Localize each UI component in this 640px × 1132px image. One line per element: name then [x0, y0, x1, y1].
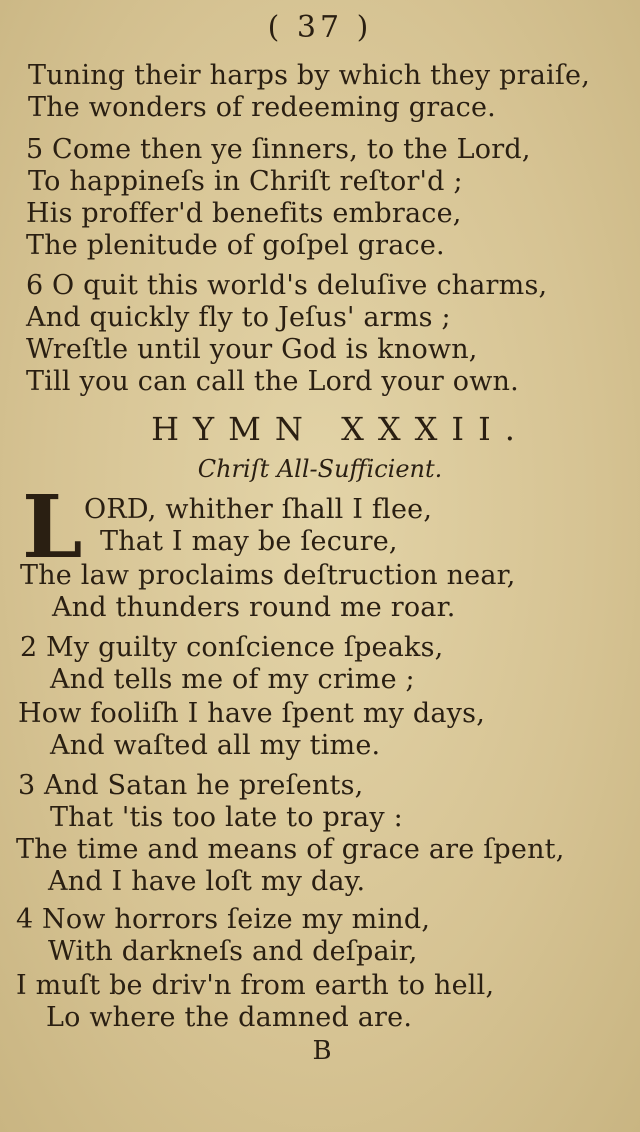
verse-line: Till you can call the Lord your own. [26, 366, 519, 397]
verse-line: And waſted all my time. [50, 730, 381, 761]
verse-line: The law proclaims deſtruction near, [20, 560, 516, 591]
verse-line: With darkneſs and deſpair, [48, 936, 418, 967]
verse-line: Tuning their harps by which they praiſe, [28, 60, 591, 91]
signature-mark: B [312, 1036, 332, 1066]
verse-line: That 'tis too late to pray : [50, 802, 403, 833]
hymn-subtitle: Chriſt All-Sufficient. [197, 455, 443, 483]
verse-line: Wreſtle until your God is known, [26, 334, 478, 365]
verse-line: Now horrors ſeize my mind, [42, 904, 431, 935]
verse-line: ORD, whither ſhall I flee, [84, 494, 433, 525]
verse-line: And Satan he preſents, [44, 770, 364, 801]
page-number: ( 37 ) [267, 10, 373, 45]
verse-number: 6 [26, 270, 44, 301]
verse-line: I muſt be driv'n from earth to hell, [16, 970, 495, 1001]
verse-number: 5 [26, 134, 44, 165]
verse-5 [26, 134, 531, 166]
verse-line: That I may be ſecure, [100, 526, 398, 557]
verse-line: The time and means of grace are ſpent, [16, 834, 565, 865]
verse-line: How fooliſh I have ſpent my days, [18, 698, 485, 729]
hymn-title: HYMN XXXII. [151, 410, 529, 448]
verse-line: The wonders of redeeming grace. [28, 92, 496, 123]
verse-line: And tells me of my crime ; [50, 664, 415, 695]
verse-line: And I have loſt my day. [48, 866, 366, 897]
verse-line: Come then ye ſinners, to the Lord, [52, 134, 531, 165]
verse-line: To happineſs in Chriſt reſtor'd ; [28, 166, 463, 197]
drop-cap: L [22, 477, 83, 578]
verse-2 [20, 632, 443, 664]
verse-line: And quickly fly to Jeſus' arms ; [26, 302, 451, 333]
verse-number: 3 [18, 770, 36, 801]
verse-line: My guilty conſcience ſpeaks, [46, 632, 444, 663]
verse-6 [26, 270, 547, 302]
verse-line: O quit this world's deluſive charms, [52, 270, 548, 301]
verse-line: Lo where the damned are. [46, 1002, 413, 1033]
verse-line: The plenitude of goſpel grace. [26, 230, 445, 261]
verse-number: 4 [16, 904, 34, 935]
verse-4 [16, 904, 430, 936]
verse-line: And thunders round me roar. [52, 592, 456, 623]
verse-3 [18, 770, 363, 802]
verse-line: His proffer'd benefits embrace, [26, 198, 462, 229]
verse-number: 2 [20, 632, 38, 663]
